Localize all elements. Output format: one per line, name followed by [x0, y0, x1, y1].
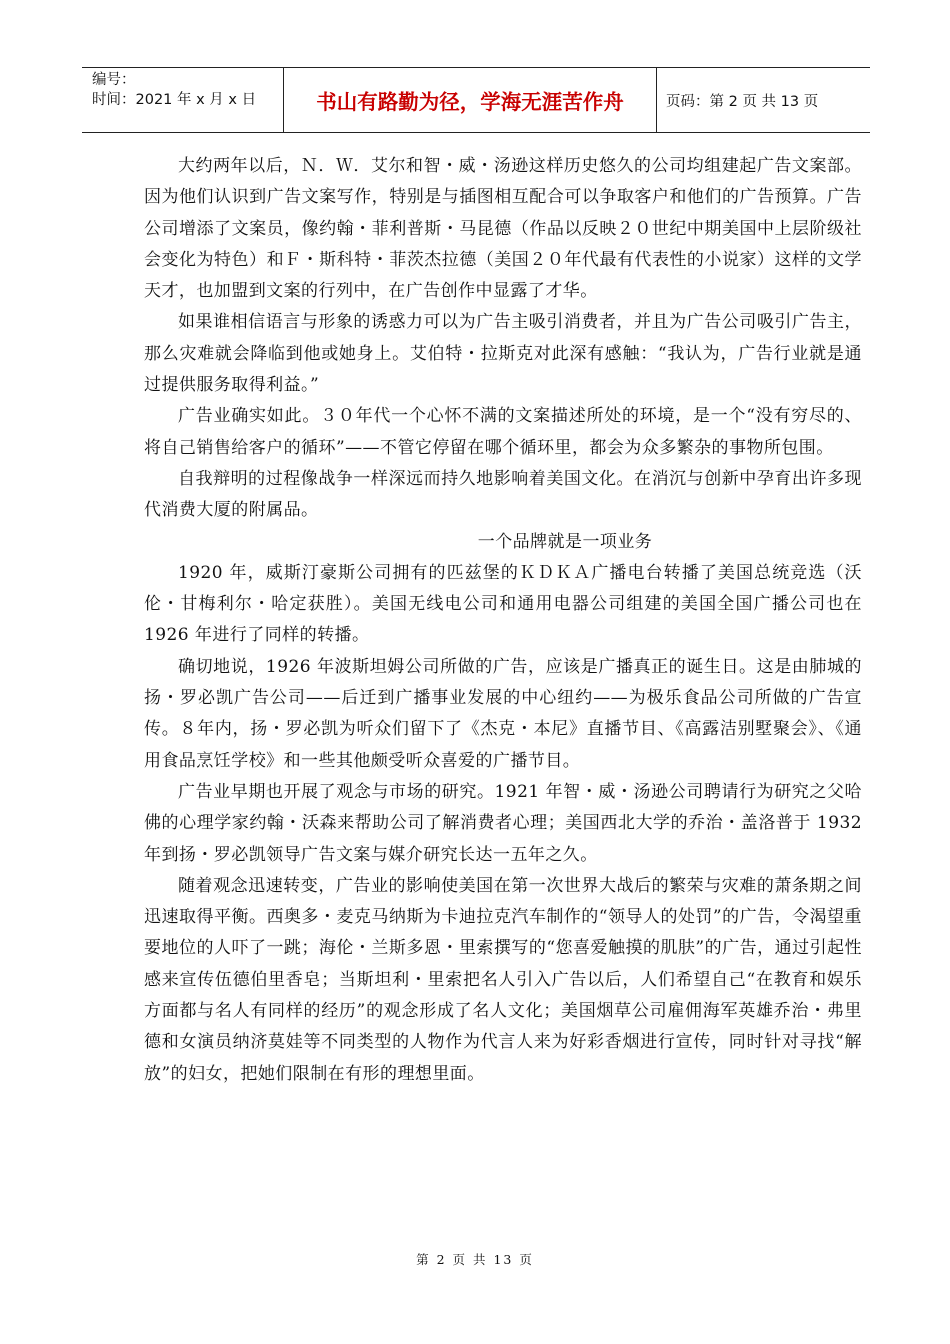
document-number: 编号：: [92, 72, 136, 88]
header-page-info: 页码：第 2 页 共 13 页: [666, 93, 819, 110]
paragraph: 广告业确实如此。３０年代一个心怀不满的文案描述所处的环境，是一个“没有穷尽的、将自己销售给客户的循环”——不管它停留在哪个循环里，都会为众多繁杂的事物所包围。: [144, 406, 862, 458]
page-header: [82, 67, 870, 133]
paragraph: 随着观念迅速转变，广告业的影响使美国在第一次世界大战后的繁荣与灾难的萧条期之间迅速取得平衡。西奥多・麦克马纳斯为卡迪拉克汽车制作的“领导人的处罚”的广告，令渴望重要地位的人吓了一跳；海伦・兰斯多恩・里索撰写的“您喜爱触摸的肌肤”的广告，通过引起性感来宣传伍德伯里香皂；当斯坦利・里索把名人引入广告以后，人们希望自己“在教育和娱乐方面都与名人有同样的经历”的观念形成了名人文化；美国烟草公司雇佣海军英雄乔治・弗里德和女演员纳济莫娃等不同类型的人物作为代言人来为好彩香烟进行宣传，同时针对寻找“解放”的妇女，把她们限制在有形的理想里面。: [144, 875, 862, 1084]
header-meta: [82, 68, 283, 132]
paragraph: 如果谁相信语言与形象的诱惑力可以为广告主吸引消费者，并且为广告公司吸引广告主，那么灾难就会降临到他或她身上。艾伯特・拉斯克对此深有感触：“我认为，广告行业就是通过提供服务取得利益。”: [144, 312, 862, 396]
paragraph: 大约两年以后，Ｎ．Ｗ．艾尔和智・威・汤逊这样历史悠久的公司均组建起广告文案部。因为他们认识到广告文案写作，特别是与插图相互配合可以争取客户和他们的广告预算。广告公司增添了文案员，像约翰・菲利普斯・马昆德（作品以反映２０世纪中期美国中上层阶级社会变化为特色）和Ｆ・斯科特・菲茨杰拉德（美国２０年代最有代表性的小说家）这样的文学天才，也加盟到文案的行列中，在广告创作中显露了才华。: [144, 156, 862, 302]
document-date: 时间：2021 年 x 月 x 日: [92, 92, 257, 108]
section-title: 一个品牌就是一项业务: [477, 531, 653, 552]
page-footer: 第 2 页 共 13 页: [416, 1252, 534, 1267]
document-body: [144, 151, 862, 1090]
paragraph: 确切地说，1926 年波斯坦姆公司所做的广告，应该是广播真正的诞生日。这是由肺城的扬・罗必凯广告公司——后迁到广播事业发展的中心纽约——为极乐食品公司所做的广告宣传。８年内，扬・罗必凯为听众们留下了《杰克・本尼》直播节目、《高露洁别墅聚会》、《通用食品烹饪学校》和一些其他颇受听众喜爱的广播节目。: [144, 656, 862, 771]
paragraph: 广告业早期也开展了观念与市场的研究。1921 年智・威・汤逊公司聘请行为研究之父哈佛的心理学家约翰・沃森来帮助公司了解消费者心理；美国西北大学的乔治・盖洛普于 1932 年到扬・罗必凯领导广告文案与媒介研究长达一五年之久。: [144, 781, 862, 865]
paragraph: 自我辩明的过程像战争一样深远而持久地影响着美国文化。在消沉与创新中孕育出许多现代消费大厦的附属品。: [144, 468, 862, 521]
header-motto: 书山有路勤为径，学海无涯苦作舟: [283, 68, 657, 132]
paragraph: 1920 年，威斯汀豪斯公司拥有的匹兹堡的ＫＤＫＡ广播电台转播了美国总统竞选（沃伦・甘梅利尔・哈定获胜）。美国无线电公司和通用电器公司组建的美国全国广播公司也在 1926 年进行了同样的转播。: [144, 562, 862, 646]
